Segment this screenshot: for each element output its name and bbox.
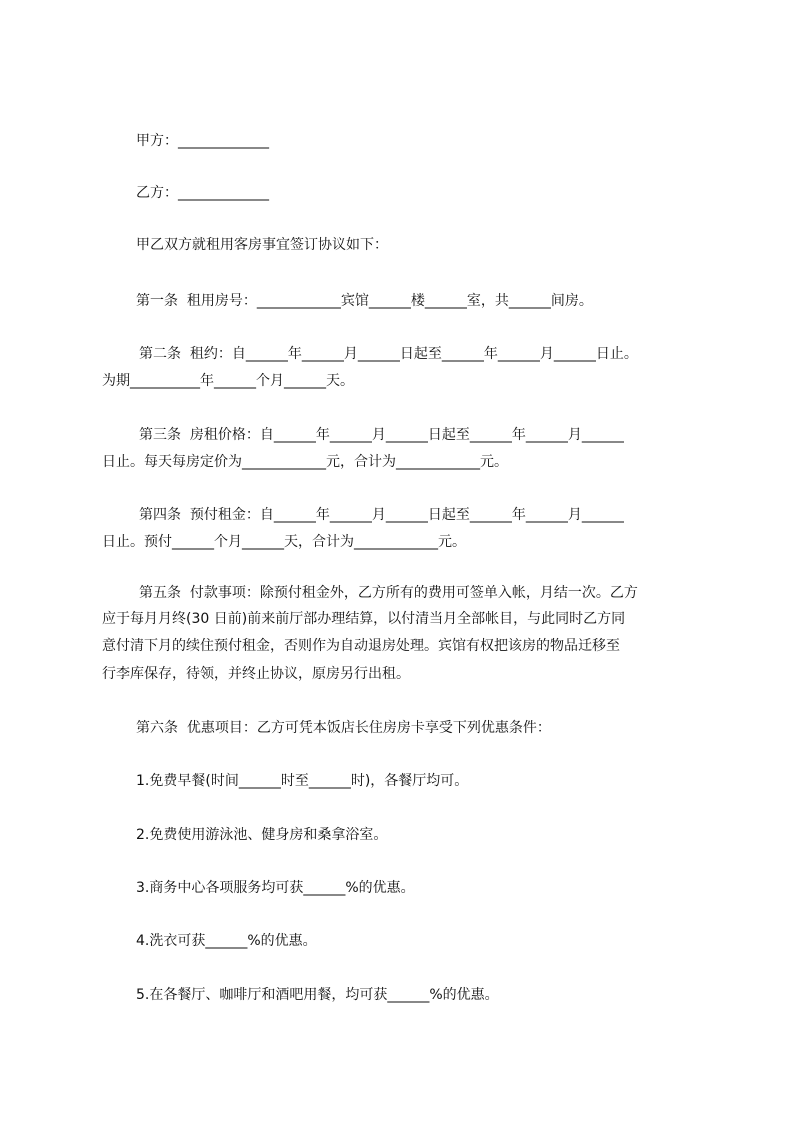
benefit-item: 3.商务中心各项服务均可获______%的优惠。 [136, 880, 415, 896]
intro-line: 甲乙双方就租用客房事宜签订协议如下： [136, 237, 388, 253]
article-3-line-2: 日止。每天每房定价为____________元，合计为____________元。 [102, 454, 508, 470]
party-a-line: 甲方：_____________ [136, 133, 269, 149]
benefit-item: 2.免费使用游泳池、健身房和桑拿浴室。 [136, 827, 388, 843]
benefit-item: 4.洗衣可获______%的优惠。 [136, 933, 317, 949]
benefit-item: 5.在各餐厅、咖啡厅和酒吧用餐，均可获______%的优惠。 [136, 987, 499, 1003]
article-4-line-1: 第四条 预付租金：自______年______月______日起至______年______月______ [139, 507, 624, 523]
article-1: 第一条 租用房号：____________宾馆______楼______室，共______间房。 [136, 293, 593, 309]
article-4-line-2: 日止。预付______个月______天，合计为____________元。 [102, 534, 466, 550]
benefit-item: 1.免费早餐(时间______时至______时)，各餐厅均可。 [136, 773, 469, 789]
article-5-line-1: 第五条 付款事项：除预付租金外，乙方所有的费用可签单入帐，月结一次。乙方 [139, 585, 638, 601]
article-6: 第六条 优惠项目：乙方可凭本饭店长住房房卡享受下列优惠条件： [136, 720, 551, 736]
party-b-line: 乙方：_____________ [136, 185, 269, 201]
article-2-line-1: 第二条 租约：自______年______月______日起至______年______月______日止。 [139, 346, 638, 362]
article-2-line-2: 为期__________年______个月______天。 [102, 373, 354, 389]
article-3-line-1: 第三条 房租价格：自______年______月______日起至______年______月______ [139, 427, 624, 443]
article-5-line-2: 应于每月月终(30 日前)前来前厅部办理结算，以付清当月全部帐目，与此同时乙方同 [102, 611, 626, 627]
article-5-line-4: 行李库保存，待领，并终止协议，原房另行出租。 [102, 666, 410, 682]
article-5-line-3: 意付清下月的续住预付租金，否则作为自动退房处理。宾馆有权把该房的物品迁移至 [102, 638, 620, 654]
